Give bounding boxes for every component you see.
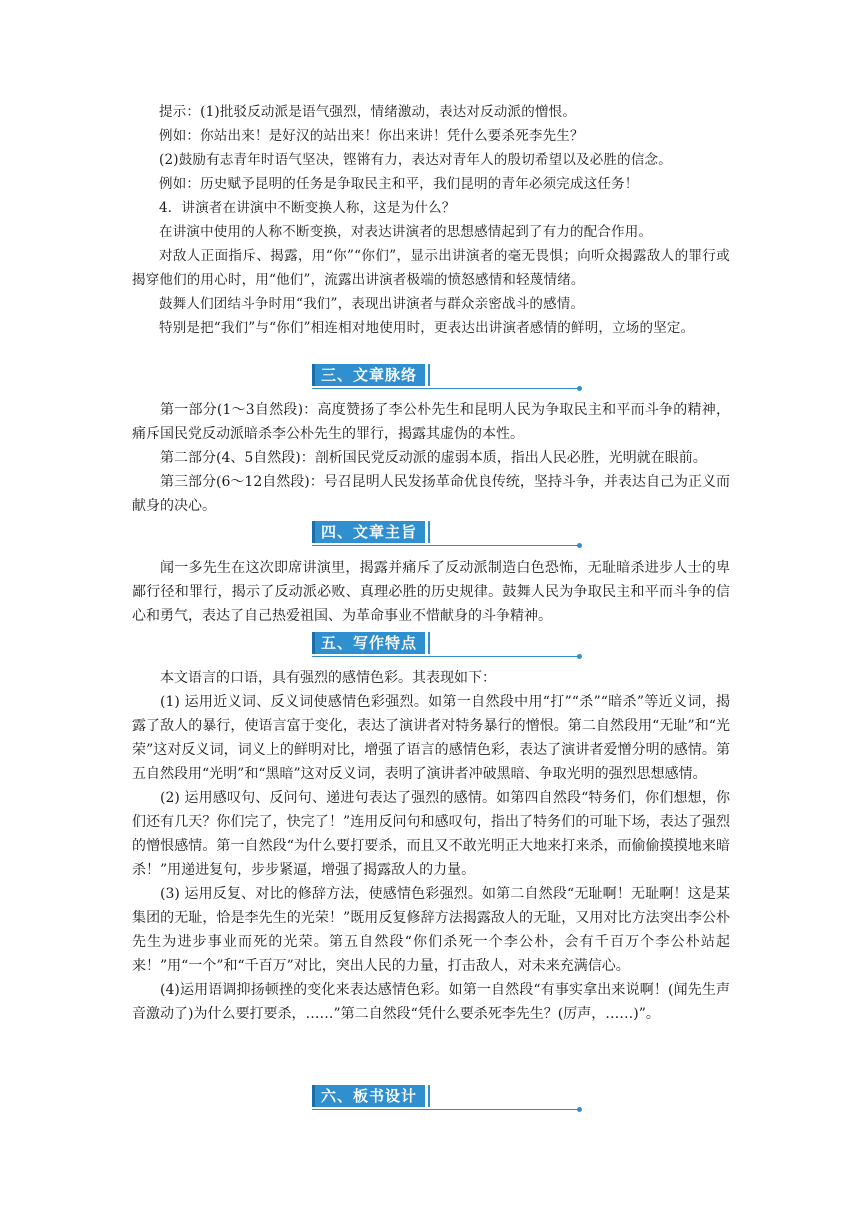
features-paragraph: (1) 运用近义词、反义词使感情色彩强烈。如第一自然段中用“打”“杀”“暗杀”等近义词，揭露了敌人的暴行，使语言富于变化，表达了演讲者对特务暴行的憎恨。第二自然段用“无耻”和“光荣”这对反义词，词义上的鲜明对比，增强了语言的感情色彩，表达了演讲者爱憎分明的感情。第五自然段用“光明”和“黑暗”这对反义词，表明了演讲者冲破黑暗、争取光明的强烈思想感情。 [132,694,730,782]
section-heading-features [312,632,580,660]
theme-section [132,556,730,628]
heading-label: 四、文章主旨 [312,521,423,543]
heading-rule [312,656,580,657]
heading-decoration [422,1085,425,1107]
features-section [132,666,730,1026]
heading-label: 五、写作特点 [312,632,423,654]
heading-decoration [422,632,425,654]
tip-paragraph: (2)鼓励有志青年时语气坚决，铿锵有力，表达对青年人的殷切希望以及必胜的信念。 [159,152,672,168]
heading-decoration [428,521,430,543]
features-paragraph: (4)运用语调抑扬顿挫的变化来表达感情色彩。如第一自然段“有事实拿出来说啊！(闻先生声音激动了)为什么要打要杀，……”第二自然段“凭什么要杀死李先生？(厉声，……)”。 [132,982,730,1022]
structure-paragraph: 第三部分(6～12自然段)：号召昆明人民发扬革命优良传统，坚持斗争，并表达自己为正义而献身的决心。 [132,474,730,514]
heading-decoration [428,1085,430,1107]
heading-decoration [422,364,425,386]
structure-section [132,398,730,518]
answer-paragraph: 鼓舞人们团结斗争时用“我们”，表现出讲演者与群众亲密战斗的感情。 [159,296,585,312]
features-paragraph: 本文语言的口语，具有强烈的感情色彩。其表现如下： [160,670,496,686]
tip-paragraph: 例如：历史赋予昆明的任务是争取民主和平，我们昆明的青年必须完成这任务！ [159,176,639,192]
tip-paragraph: 例如：你站出来！是好汉的站出来！你出来讲！凭什么要杀死李先生？ [159,128,584,144]
tip-paragraph: 提示：(1)批驳反动派是语气强烈，情绪激动，表达对反动派的憎恨。 [159,104,577,120]
answer-paragraph: 特别是把“我们”与“你们”相连相对地使用时，更表达出讲演者感情的鲜明，立场的坚定。 [159,320,695,336]
heading-dot [577,386,582,391]
features-paragraph: (3) 运用反复、对比的修辞方法，使感情色彩强烈。如第二自然段“无耻啊！无耻啊！这是某集团的无耻，恰是李先生的光荣！”既用反复修辞方法揭露敌人的无耻，又用对比方法突出李公朴先生为进步事业而死的光荣。第五自然段“你们杀死一个李公朴，会有千百万个李公朴站起来！”用“一个”和“千百万”对比，突出人民的力量，打击敌人，对未来充满信心。 [132,886,730,974]
theme-paragraph: 闻一多先生在这次即席讲演里，揭露并痛斥了反动派制造白色恐怖，无耻暗杀进步人士的卑鄙行径和罪行，揭示了反动派必败、真理必胜的历史规律。鼓舞人民为争取民主和平而斗争的信心和勇气，表达了自己热爱祖国、为革命事业不惜献身的斗争精神。 [132,560,730,624]
question-paragraph: 4．讲演者在讲演中不断变换人称，这是为什么？ [159,200,456,216]
heading-label: 三、文章脉络 [312,364,423,386]
section-heading-board [312,1085,580,1113]
section-heading-theme [312,521,580,549]
heading-decoration [428,364,430,386]
heading-rule [312,1109,580,1110]
answer-paragraph: 在讲演中使用的人称不断变换，对表达讲演者的思想感情起到了有力的配合作用。 [159,224,653,240]
heading-dot [577,1107,582,1112]
heading-decoration [422,521,425,543]
structure-paragraph: 第二部分(4、5自然段)：剖析国民党反动派的虚弱本质，指出人民必胜，光明就在眼前。 [160,450,707,466]
heading-rule [312,388,580,389]
answer-paragraph: 对敌人正面指斥、揭露，用“你”“你们”，显示出讲演者的毫无畏惧；向听众揭露敌人的罪行或揭穿他们的用心时，用“他们”，流露出讲演者极端的愤怒感情和轻蔑情绪。 [132,248,730,288]
heading-label: 六、板书设计 [312,1085,423,1107]
structure-paragraph: 第一部分(1～3自然段)：高度赞扬了李公朴先生和昆明人民为争取民主和平而斗争的精神，痛斥国民党反动派暗杀李公朴先生的罪行，揭露其虚伪的本性。 [132,402,730,442]
tips-section [132,100,730,340]
heading-decoration [428,632,430,654]
section-heading-structure [312,364,580,392]
features-paragraph: (2) 运用感叹句、反问句、递进句表达了强烈的感情。如第四自然段“特务们，你们想想，你们还有几天？你们完了，快完了！”连用反问句和感叹句，指出了特务们的可耻下场，表达了强烈的憎恨感情。第一自然段“为什么要打要杀，而且又不敢光明正大地来打来杀，而偷偷摸摸地来暗杀！”用递进复句，步步紧逼，增强了揭露敌人的力量。 [132,790,730,878]
heading-dot [577,543,582,548]
heading-rule [312,545,580,546]
heading-dot [577,654,582,659]
